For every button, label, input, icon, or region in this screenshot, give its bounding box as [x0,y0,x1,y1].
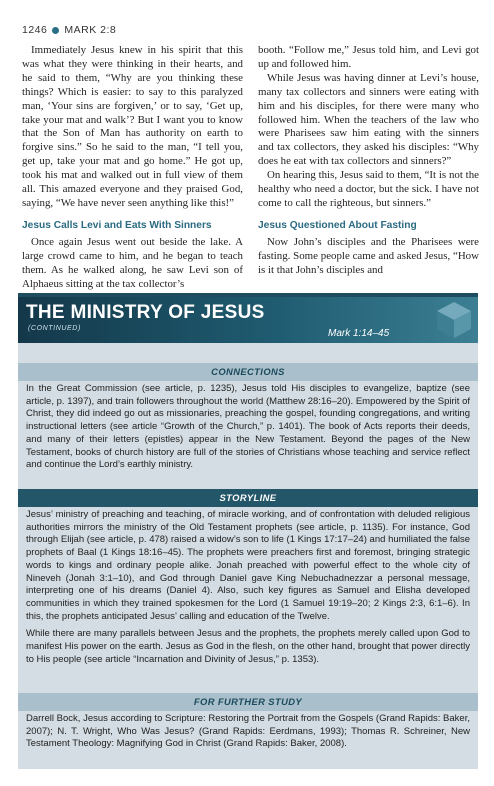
connections-text [26,383,470,472]
left-column [22,44,243,291]
storyline-heading: STORYLINE [18,489,478,507]
verse-paragraph: On hearing this, Jesus said to them, “It is not the healthy who need a doctor, but the sick. I have not come to call the righteous, but sinners.” [258,169,479,209]
connections-paragraph: In the Great Commission (see article, p. 1235), Jesus told His disciples to evangelize, baptize (see article, p. 1397), and train followers throughout the world (Matthew 28:16–20). Empowered by the Spirit of Christ, they did indeed go out as missionaries, preaching the gospel, founding congregations, and writing instructional letters (see article “Growth of the Church,” p. 1401). The book of Acts reports their deeds, and many of their letters (epistles) appear in the New Testament. Beyond the pages of the New Testament, books of church history are full of the stories of Christians whose teaching and service reflect and continue the Lord’s earthly ministry. [26,383,470,471]
section-heading-levi: Jesus Calls Levi and Eats With Sinners [22,219,212,231]
running-head [22,24,116,36]
bullet-dot-icon [52,27,59,34]
further-study-paragraph: Darrell Bock, Jesus according to Scripture: Restoring the Portrait from the Gospels (Grand Rapids: Baker, 2007); N. T. Wright, Who Was Jesus? (Grand Rapids: Eerdmans, 1993); Thomas R. Schreiner, New Testament Theology: Magnifying God in Christ (Grand Rapids: Baker, 2008). [26,713,470,750]
connections-heading: CONNECTIONS [18,363,478,381]
further-study-text [26,713,470,751]
verse-paragraph: While Jesus was having dinner at Levi’s house, many tax collectors and sinners were eating with him and his disciples, for there were many who followed him. When the teachers of the law who were Pharisees saw him eating with the sinners and tax collectors, they asked his disciples: “Why does he eat with tax collectors and sinners?” [258,71,479,168]
ministry-of-jesus-article [18,293,478,769]
verse-paragraph: booth. “Follow me,” Jesus told him, and Levi got up and followed him. [258,44,479,70]
storyline-text [26,509,470,666]
article-title: THE MINISTRY OF JESUS [26,302,265,323]
article-subtitle: (CONTINUED) [28,325,81,332]
verse-paragraph: Now John’s disciples and the Pharisees were fasting. Some people came and asked Jesus, “How is it that John’s disciples and [258,235,479,276]
section-heading-fasting: Jesus Questioned About Fasting [258,219,417,231]
article-header [18,297,478,343]
cube-icon [434,300,474,340]
running-reference: MARK 2:8 [64,24,117,36]
further-study-heading: FOR FURTHER STUDY [18,693,478,711]
verse-paragraph: Immediately Jesus knew in his spirit that this was what they were thinking in their hearts, and he said to them, “Why are you thinking these things? Which is easier: to say to this paralyzed man, ‘Your sins are forgiven,’ or to say, ‘Get up, take your mat and walk’? But I want you to know that the Son of Man has authority on earth to forgive sins.” So he said to the man, “I tell you, get up, take your mat and go home.” He got up, took his mat and walked out in full view of them all. This amazed everyone and they praised God, saying, “We have never seen anything like this!” [22,44,243,209]
verse-paragraph: Once again Jesus went out beside the lake. A large crowd came to him, and he began to teach them. As he walked along, he saw Levi son of Alphaeus sitting at the tax collector’s [22,235,243,290]
page-number: 1246 [22,24,48,36]
right-column [258,44,479,278]
storyline-paragraph: While there are many parallels between Jesus and the prophets, the prophets merely called upon God to manifest His power on the earth. Jesus as God in the flesh, on the other hand, brought that power directly to His people (see article “Incarnation and Divinity of Jesus,” p. 1353). [26,628,470,665]
storyline-paragraph: Jesus’ ministry of preaching and teaching, of miracle working, and of confrontation with deluded religious authorities mirrors the ministry of the Old Testament prophets (see article, p. 1135). For instance, God through Elijah (see article, p. 478) raised a widow’s son to life (1 Kings 17:17–24) and humiliated the false prophets of Baal (1 Kings 18:16–45). The prophets were preachers first and foremost, bringing strategic words to kings and ordinary people alike. Jonah preached with powerful effect to the whole city of Nineveh (Jonah 3:1–10), and God through Daniel gave King Nebuchadnezzar a personal message, interpreting one of his dreams (Daniel 4). Also, such key figures as Samuel and Elisha developed communities in which they trained spokesmen for the Lord (1 Samuel 19:19–20; 2 Kings 2:3, 6:1–6). In this, the prophets anticipated Jesus’ calling and education of the Twelve. [26,509,470,622]
article-reference: Mark 1:14–45 [328,328,390,339]
